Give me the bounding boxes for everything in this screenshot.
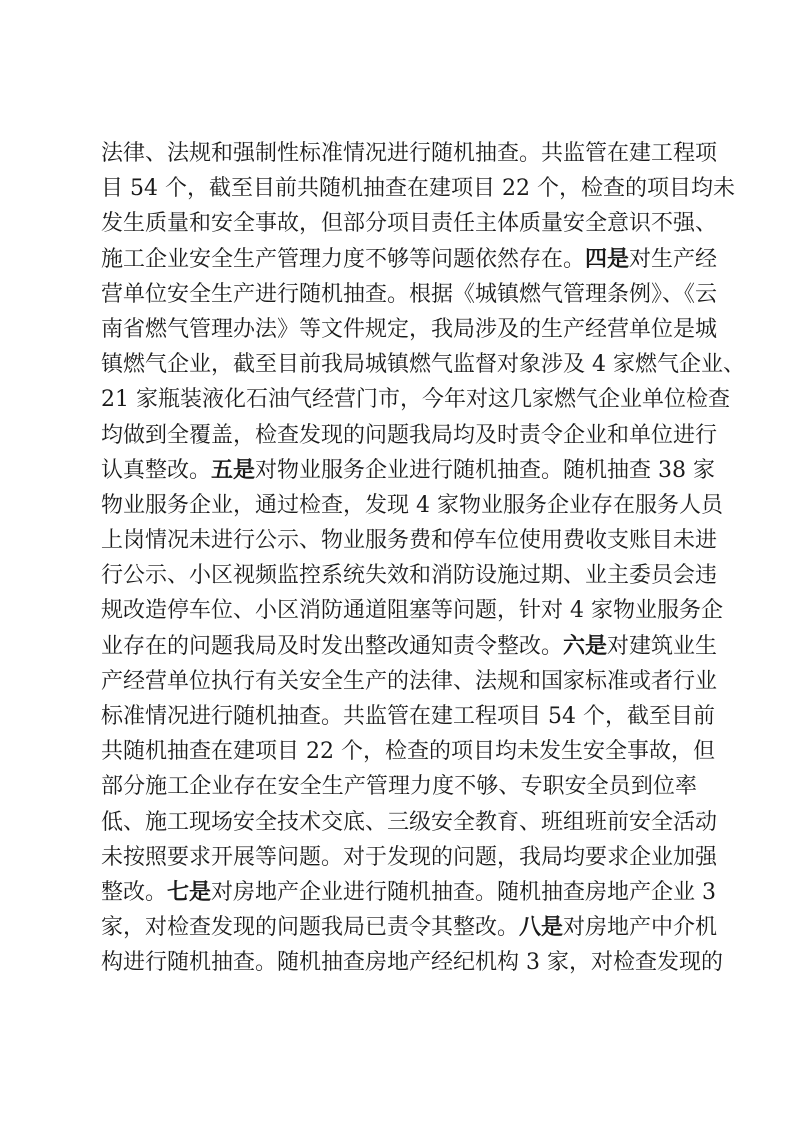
text-segment: 家，对检查发现的问题我局已责令其整改。 [101, 915, 520, 941]
text-segment: 产经营单位执行有关安全生产的法律、法规和国家标准或者行业 [101, 668, 718, 694]
emphasis-text: 六是 [563, 632, 608, 659]
text-segment: 构进行随机抽查。随机抽查房地产经纪机构 3 家，对检查发现的 [101, 950, 723, 976]
emphasis-text: 八是 [519, 914, 564, 941]
text-segment: 上岗情况未进行公示、物业服务费和停车位使用费收支账目未进 [101, 528, 718, 554]
text-line [101, 769, 697, 804]
emphasis-text: 四是 [585, 245, 630, 272]
text-line [101, 734, 715, 769]
text-line [101, 910, 718, 945]
text-line [101, 136, 718, 171]
text-line [101, 277, 718, 312]
text-segment: 部分施工企业存在安全生产管理力度不够、专职安全员到位率 [101, 774, 697, 800]
text-line [101, 206, 718, 241]
text-line [101, 523, 718, 558]
text-segment: 低、施工现场安全技术交底、三级安全教育、班组班前安全活动 [101, 809, 718, 835]
text-segment: 对生产经 [629, 246, 718, 272]
text-segment: 整改。 [101, 879, 168, 905]
text-line [101, 805, 718, 840]
body-text [101, 136, 745, 981]
text-line [101, 347, 745, 382]
emphasis-text: 五是 [211, 456, 256, 483]
text-line [101, 558, 718, 593]
text-segment: 发生质量和安全事故，但部分项目责任主体质量安全意识不强、 [101, 211, 718, 237]
text-segment: 目 54 个，截至目前共随机抽查在建项目 22 个，检查的项目均未 [101, 176, 735, 202]
text-segment: 对物业服务企业进行随机抽查。随机抽查 38 家 [255, 457, 716, 483]
text-line [101, 242, 718, 277]
text-segment: 对房地产中介机 [563, 915, 718, 941]
text-segment: 镇燃气企业，截至目前我局城镇燃气监督对象涉及 4 家燃气企业、 [101, 352, 745, 378]
text-line [101, 593, 723, 628]
text-line [101, 418, 718, 453]
text-line [101, 875, 717, 910]
emphasis-text: 七是 [167, 878, 212, 905]
text-segment: 行公示、小区视频监控系统失效和消防设施过期、业主委员会违 [101, 563, 718, 589]
text-segment: 对建筑业生 [607, 633, 718, 659]
text-line [101, 840, 718, 875]
text-line [101, 945, 723, 980]
text-segment: 对房地产企业进行随机抽查。随机抽查房地产企业 3 [211, 879, 717, 905]
text-line [101, 699, 715, 734]
text-line [101, 488, 723, 523]
text-line [101, 453, 716, 488]
text-segment: 未按照要求开展等问题。对于发现的问题，我局均要求企业加强 [101, 844, 718, 870]
text-segment: 共随机抽查在建项目 22 个，检查的项目均未发生安全事故，但 [101, 739, 715, 765]
text-segment: 标准情况进行随机抽查。共监管在建工程项目 54 个，截至目前 [101, 704, 715, 729]
text-segment: 均做到全覆盖，检查发现的问题我局均及时责令企业和单位进行 [101, 422, 718, 448]
text-segment: 业存在的问题我局及时发出整改通知责令整改。 [101, 633, 564, 659]
text-line [101, 664, 718, 699]
text-segment: 规改造停车位、小区消防通道阻塞等问题，针对 4 家物业服务企 [101, 598, 723, 624]
text-segment: 21 家瓶装液化石油气经营门市，今年对这几家燃气企业单位检查 [101, 387, 730, 413]
text-line [101, 171, 735, 206]
text-segment: 南省燃气管理办法》等文件规定，我局涉及的生产经营单位是城 [101, 316, 718, 342]
text-segment: 营单位安全生产进行随机抽查。根据《城镇燃气管理条例》、《云 [101, 281, 718, 307]
text-segment: 认真整改。 [101, 457, 212, 483]
text-line [101, 382, 730, 417]
text-segment: 施工企业安全生产管理力度不够等问题依然存在。 [101, 246, 586, 272]
text-segment: 法律、法规和强制性标准情况进行随机抽查。共监管在建工程项 [101, 141, 718, 166]
text-line [101, 629, 718, 664]
text-line [101, 312, 718, 347]
text-segment: 物业服务企业，通过检查，发现 4 家物业服务企业存在服务人员 [101, 492, 723, 518]
